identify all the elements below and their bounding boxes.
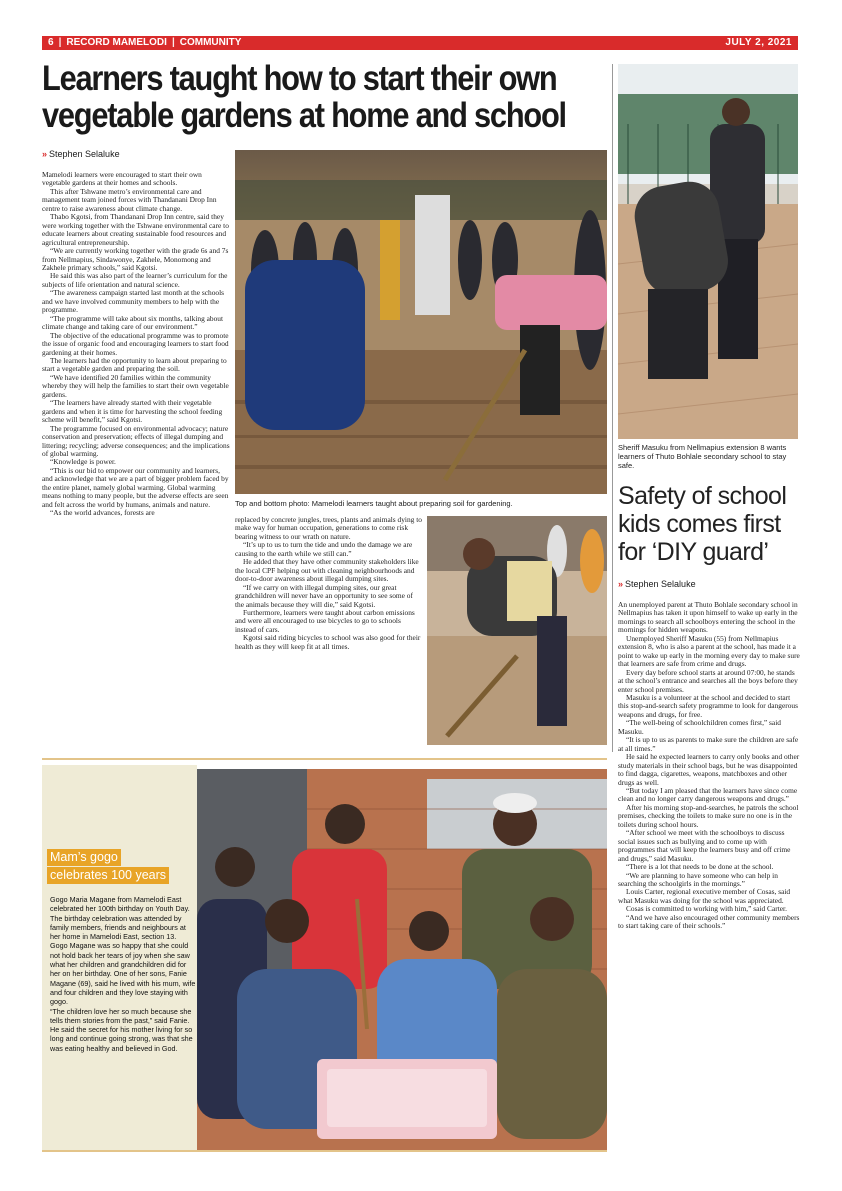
main-story-paragraph: He said this was also part of the learner’s curriculum for the subjects of life orientation and natural science.: [42, 271, 228, 289]
side-story-paragraph: An unemployed parent at Thuto Bohlale secondary school in Nellmapius has taken it upon himself to wake up early in the mornings to search all schoolboys entering the school in the mornings for hidden weapons.: [618, 600, 798, 635]
main-story-paragraph: Furthermore, learners were taught about carbon emissions and were all encouraged to use bicycles to go to schools instead of cars.: [235, 607, 415, 634]
side-story-paragraph: “We are planning to have someone who can help in searching the schoolgirls in the mornings.”: [618, 870, 778, 888]
headline-line-2: vegetable gardens at home and school: [42, 96, 566, 135]
byline-author: Stephen Selaluke: [625, 579, 696, 589]
section-divider: [42, 758, 607, 760]
issue-date: JULY 2, 2021: [725, 37, 792, 48]
main-story-paragraph: He added that they have other community stakeholders like the local CPF helping out with cleaning neighbourhoods and door-to-door awareness about illegal dumping sites.: [235, 557, 419, 584]
main-story-paragraph: The programme focused on environmental advocacy; nature conservation and preservation; effects of illegal dumping and littering; recycling; adverse consequences; and the implications of global warming.: [42, 423, 230, 458]
main-story-paragraph: “The programme will take about six months, talking about climate change and taking care of our environment.”: [42, 313, 224, 332]
main-story-paragraph: “If we carry on with illegal dumping sites, our great grandchildren will never have an opportunity to see some of the animals because they will die,” said Kgotsi.: [235, 582, 413, 609]
main-story-paragraph: The objective of the educational programme was to promote the issue of organic food and encouraging learners to start food gardening at their homes.: [42, 330, 229, 357]
side-story-paragraph: Louis Carter, regional executive member of Cosas, said what Masuku was doing for the school was appreciated.: [618, 887, 791, 905]
byline-arrow-icon: »: [42, 149, 46, 159]
main-story-paragraph: Kgotsi said riding bicycles to school was also good for their health as they will keep fit at all times.: [235, 633, 421, 651]
side-story-paragraph: He said he expected learners to carry only books and other study materials in their school bags, but he was disappointed to find dagga, cigarettes, weapons, matchboxes and other drugs as well.: [618, 752, 800, 787]
side-story-paragraph: “After school we meet with the schoolboys to discuss social issues such as bullying and to come up with programmes that will keep the learners busy and off crime and drugs,” said Masuku.: [618, 828, 791, 863]
main-story-column-2: [235, 516, 423, 651]
main-story-paragraph: This after Tshwane metro’s environmental care and management team joined forces with Thandanani Drop Inn centre to raise awareness about climate change.: [42, 186, 217, 213]
sheriff-photo-caption: Sheriff Masuku from Nellmapius extension 8 wants learners of Thuto Bohlale secondary school to stay safe.: [618, 443, 787, 470]
gogo-story-paragraph: Gogo Magane was so happy that she could not hold back her tears of joy when she saw what her children and grandchildren did for her on her birthday. One of her sons, Fanie Magane (69), said he lived with his mum, wife and four children and they love staying with gogo.: [50, 941, 196, 1007]
sheriff-masuku-photo: [618, 64, 798, 439]
bottom-divider: [42, 1150, 607, 1152]
main-story-paragraph: “As the world advances, forests are: [50, 508, 155, 518]
sheriff-masuku-photo-image: [618, 64, 798, 439]
side-story-paragraph: After his morning stop-and-searches, he patrols the school premises, checking the toilets to make sure no one is in the toilets during school hours.: [618, 802, 799, 829]
column-divider: [612, 64, 613, 752]
main-story-column-1: [42, 171, 230, 518]
separator: |: [58, 37, 62, 48]
main-headline: [42, 60, 605, 134]
main-story-paragraph: “It’s up to us to turn the tide and undo the damage we are causing to the earth while we still can.”: [235, 540, 413, 558]
side-story-paragraph: “But today I am pleased that the learners have since come clean and no longer carry dangerous weapons and drugs.”: [618, 785, 798, 804]
side-story-paragraph: “The well-being of schoolchildren comes first,” said Masuku.: [618, 718, 781, 736]
main-story-paragraph: Thabo Kgotsi, from Thandanani Drop Inn centre, said they were working together with the Tshwane environmental care to educate learners about creating sustainable food resources and agricultural entrepreneurship.: [42, 212, 229, 247]
byline-arrow-icon: »: [618, 579, 622, 589]
gogo-birthday-photo-image: [197, 769, 607, 1150]
page-header-bar: [42, 36, 798, 50]
side-story-paragraph: “And we have also encouraged other community members to start taking care of their schools.”: [618, 912, 800, 931]
side-story-paragraph: “There is a lot that needs to be done at the school.: [626, 862, 774, 872]
page-number: 6: [48, 37, 54, 48]
main-story-paragraph: “This is our bid to empower our community and learners, and acknowledge that we are a part of bigger problem faced by the entire planet, namely global warming. Global warming means nothing to many people, but the adverse effects are seen and felt across the world by humans, animals and nature.: [42, 465, 229, 509]
side-byline: [618, 579, 696, 589]
main-story-paragraph: Mamelodi learners were encouraged to start their own vegetable gardens at their homes and schools.: [42, 170, 202, 188]
main-photo-caption: Top and bottom photo: Mamelodi learners taught about preparing soil for gardening.: [235, 499, 513, 508]
gogo-birthday-photo: [197, 769, 607, 1150]
side-story-paragraph: Cosas is committed to working with him,” said Carter.: [626, 904, 787, 914]
main-byline: [42, 149, 120, 159]
main-story-paragraph: The learners had the opportunity to learn about preparing to start a vegetable garden and preparing the soil.: [42, 355, 227, 374]
gogo-title-line-1: Mam’s gogo: [47, 849, 121, 866]
gogo-story-body: [50, 895, 196, 1053]
gogo-story-paragraph: “The children love her so much because she tells them stories from the past,” said Fanie. He said the secret for his mother living for so long and continue going strong, was that she was eating healthy and believed in God.: [50, 1006, 193, 1053]
main-story-paragraph: “Knowledge is power.: [50, 457, 116, 467]
main-story-paragraph: “The awareness campaign started last month at the schools and we have involved community members to help with the programme.: [42, 288, 225, 315]
side-headline: Safety of school kids comes first for ‘DIY guard’: [618, 482, 787, 566]
side-story-paragraph: Every day before school starts at around 07:00, he stands at the school’s entrance and searches all the boys before they enter school premises.: [618, 667, 798, 694]
main-story-paragraph: “The learners have already started with their vegetable gardens and when it is time for harvesting the school feeding scheme will benefit,” said Kgotsi.: [42, 398, 223, 425]
side-story-paragraph: Masuku is a volunteer at the school and decided to start this stop-and-search safety programme to look for dangerous weapons and drugs, for free.: [618, 692, 798, 719]
main-story-paragraph: “We have identified 20 families within the community whereby they will help the families to start their own vegetable gardens.: [42, 372, 229, 399]
gardening-photo-bottom-image: [427, 516, 607, 745]
side-story-paragraph: “It is up to us as parents to make sure the children are safe at all times.”: [618, 735, 799, 753]
side-story-body: [618, 601, 800, 931]
separator: |: [171, 37, 175, 48]
gardening-photo-bottom: [427, 516, 607, 745]
main-story-paragraph: “We are currently working together with the grade 6s and 7s from Nellmapius, Sindawonye, Zakhele, Monomong and Zakhele primary schools,” said Kgotsi.: [42, 246, 229, 272]
byline-author: Stephen Selaluke: [49, 149, 120, 159]
publication-name: RECORD MAMELODI: [66, 37, 167, 48]
gardening-photo-top: [235, 150, 607, 494]
gogo-story-paragraph: Gogo Maria Magane from Mamelodi East celebrated her 100th birthday on Youth Day. The birthday celebration was attended by family members, friends and neighbours at her home in Mamelodi East, section 13.: [50, 895, 190, 942]
side-story-paragraph: Unemployed Sheriff Masuku (55) from Nellmapius extension 8, who is also a parent at the school, has made it a point to wake up early in the morning every day to make sure that learners are safe from crime and drugs.: [618, 633, 800, 669]
section-name: COMMUNITY: [179, 37, 242, 48]
gardening-photo-top-image: [235, 150, 607, 494]
main-story-paragraph: replaced by concrete jungles, trees, plants and animals dying to make way for human occupation, generations to come risk bearing witness to our wrath on nature.: [235, 515, 422, 541]
headline-line-1: Learners taught how to start their own: [42, 59, 557, 98]
gogo-title-line-2: celebrates 100 years: [47, 867, 169, 884]
